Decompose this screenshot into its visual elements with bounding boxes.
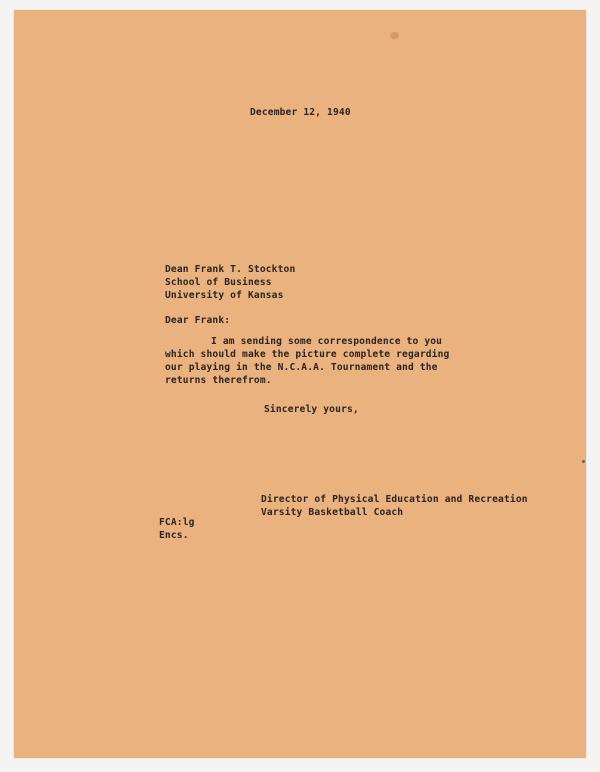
signature-title-1: Director of Physical Education and Recreation: [261, 494, 528, 505]
ink-smudge: [390, 32, 399, 39]
enclosure-notation: Encs.: [159, 530, 189, 541]
paper-speck: [582, 460, 585, 463]
letter-paper: [14, 10, 586, 758]
body-line-1: I am sending some correspondence to you: [211, 336, 443, 347]
signature-title-2: Varsity Basketball Coach: [261, 507, 404, 518]
salutation: Dear Frank:: [165, 315, 231, 326]
body-line-2: which should make the picture complete regarding: [165, 349, 450, 360]
body-line-3: our playing in the N.C.A.A. Tournament and the: [165, 362, 438, 373]
recipient-institution: University of Kansas: [165, 290, 284, 301]
reference-initials: FCA:lg: [159, 517, 195, 528]
recipient-department: School of Business: [165, 277, 272, 288]
closing: Sincerely yours,: [264, 404, 359, 415]
recipient-name: Dean Frank T. Stockton: [165, 264, 296, 275]
body-line-4: returns therefrom.: [165, 375, 272, 386]
letter-date: December 12, 1940: [250, 107, 351, 118]
